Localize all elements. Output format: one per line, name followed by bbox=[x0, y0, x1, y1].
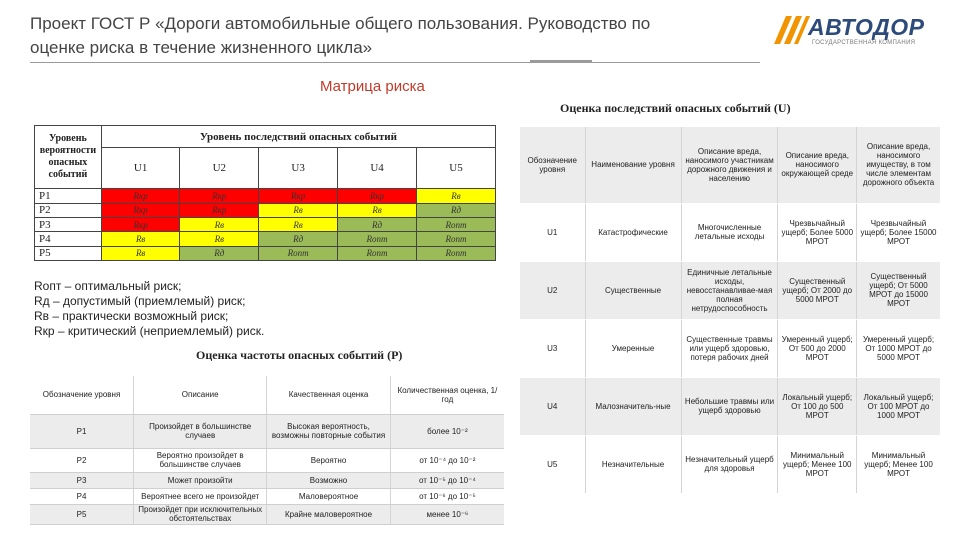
u-cell: U2 bbox=[520, 261, 585, 319]
p-header-cell: Количественная оценка, 1/год bbox=[390, 376, 504, 414]
u-cell: Минимальный ущерб; Менее 100 МРОТ bbox=[778, 435, 857, 493]
u-cell: U4 bbox=[520, 377, 585, 435]
u-cell: U5 bbox=[520, 435, 585, 493]
u-cell: Умеренный ущерб; От 500 до 2000 МРОТ bbox=[778, 319, 857, 377]
p-cell: Произойдет при исключительных обстоятельствах bbox=[134, 504, 267, 524]
u-cell: Незначительный ущерб для здоровья bbox=[681, 435, 778, 493]
matrix-cell: Rопт bbox=[338, 232, 417, 246]
u-cell: Существенный ущерб; От 5000 МРОТ до 15000 МРОТ bbox=[857, 261, 940, 319]
matrix-row-label: P1 bbox=[35, 189, 102, 203]
matrix-row bbox=[35, 203, 496, 217]
p-cell: Может произойти bbox=[134, 472, 267, 488]
u-cell: Существенные травмы или ущерб здоровью, потеря рабочих дней bbox=[681, 319, 778, 377]
p-header-cell: Описание bbox=[134, 376, 267, 414]
u-header-cell: Описание вреда, наносимого участникам дорожного движения и населению bbox=[681, 127, 778, 203]
matrix-cell: Rопт bbox=[417, 218, 496, 232]
p-row bbox=[30, 504, 504, 524]
p-section-title: Оценка частоты опасных событий (P) bbox=[196, 348, 403, 362]
p-cell: более 10⁻² bbox=[390, 414, 504, 448]
matrix-col-header: U2 bbox=[180, 148, 259, 189]
p-row bbox=[30, 488, 504, 504]
u-header-cell: Описание вреда, наносимого имуществу, в том числе элементам дорожного объекта bbox=[857, 127, 940, 203]
u-cell: Существенный ущерб; От 2000 до 5000 МРОТ bbox=[778, 261, 857, 319]
p-cell: менее 10⁻⁶ bbox=[390, 504, 504, 524]
matrix-cell: Rв bbox=[180, 232, 259, 246]
matrix-row bbox=[35, 189, 496, 203]
legend-item: Rкр – критический (неприемлемый) риск. bbox=[34, 324, 265, 338]
matrix-cell: Rкр bbox=[259, 189, 338, 203]
p-cell: от 10⁻⁶ до 10⁻⁵ bbox=[390, 488, 504, 504]
u-row bbox=[520, 377, 940, 435]
u-cell: Существенные bbox=[585, 261, 681, 319]
u-cell: Небольшие травмы или ущерб здоровью bbox=[681, 377, 778, 435]
u-header-cell: Обозначение уровня bbox=[520, 127, 585, 203]
u-cell: Минимальный ущерб; Менее 100 МРОТ bbox=[857, 435, 940, 493]
matrix-cell: Rв bbox=[101, 232, 180, 246]
u-header-cell: Наименование уровня bbox=[585, 127, 681, 203]
matrix-cell: Rопт bbox=[417, 232, 496, 246]
matrix-cell: Rв bbox=[417, 189, 496, 203]
matrix-cell: Rопт bbox=[417, 246, 496, 260]
legend-item: Rв – практически возможный риск; bbox=[34, 309, 229, 323]
u-cell: Умеренные bbox=[585, 319, 681, 377]
p-cell: от 10⁻⁵ до 10⁻⁴ bbox=[390, 472, 504, 488]
p-row bbox=[30, 414, 504, 448]
u-row bbox=[520, 261, 940, 319]
matrix-cell: Rд bbox=[417, 203, 496, 217]
p-cell: Произойдет в большинстве случаев bbox=[134, 414, 267, 448]
title-divider bbox=[30, 62, 760, 63]
matrix-cell: Rкр bbox=[180, 189, 259, 203]
legend-item: Rд – допустимый (приемлемый) риск; bbox=[34, 294, 246, 308]
u-cell: Катастрофические bbox=[585, 203, 681, 261]
matrix-cell: Rв bbox=[180, 218, 259, 232]
matrix-cell: Rд bbox=[338, 218, 417, 232]
matrix-cell: Rкр bbox=[101, 218, 180, 232]
u-header-row bbox=[520, 127, 940, 203]
p-cell: Вероятно bbox=[267, 448, 391, 472]
u-cell: Единичные летальные исходы, невосстанавливае-мая полная нетрудоспособность bbox=[681, 261, 778, 319]
p-cell: Возможно bbox=[267, 472, 391, 488]
matrix-cell: Rопт bbox=[338, 246, 417, 260]
p-cell: Маловероятное bbox=[267, 488, 391, 504]
consequence-table bbox=[520, 127, 940, 494]
p-cell: Крайне маловероятное bbox=[267, 504, 391, 524]
matrix-row-label: P4 bbox=[35, 232, 102, 246]
matrix-col-header: U1 bbox=[101, 148, 180, 189]
matrix-corner-label: Уровень вероятности опасных событий bbox=[35, 126, 102, 189]
u-cell: Локальный ущерб; От 100 МРОТ до 1000 МРОТ bbox=[857, 377, 940, 435]
section-heading: Матрица риска bbox=[320, 78, 425, 95]
p-cell: Вероятно произойдет в большинстве случаев bbox=[134, 448, 267, 472]
u-cell: Незначительные bbox=[585, 435, 681, 493]
u-cell: Малозначитель-ные bbox=[585, 377, 681, 435]
title-divider-accent bbox=[530, 60, 592, 63]
matrix-cell: Rкр bbox=[101, 189, 180, 203]
matrix-row bbox=[35, 246, 496, 260]
matrix-top-label: Уровень последствий опасных событий bbox=[101, 126, 495, 148]
matrix-row-label: P3 bbox=[35, 218, 102, 232]
matrix-cell: Rкр bbox=[180, 203, 259, 217]
u-cell: Многочисленные летальные исходы bbox=[681, 203, 778, 261]
u-header-cell: Описание вреда, наносимого окружающей среде bbox=[778, 127, 857, 203]
logo-subtitle: ГОСУДАРСТВЕННАЯ КОМПАНИЯ bbox=[812, 40, 916, 46]
u-cell: U1 bbox=[520, 203, 585, 261]
p-cell: Вероятнее всего не произойдет bbox=[134, 488, 267, 504]
matrix-col-header: U3 bbox=[259, 148, 338, 189]
p-header-row bbox=[30, 376, 504, 414]
u-row bbox=[520, 435, 940, 493]
p-cell: Высокая вероятность, возможны повторные события bbox=[267, 414, 391, 448]
p-cell: P4 bbox=[30, 488, 134, 504]
matrix-cell: Rв bbox=[259, 203, 338, 217]
p-cell: P3 bbox=[30, 472, 134, 488]
slide-title: Проект ГОСТ Р «Дороги автомобильные общего пользования. Руководство по оценке риска в течение жизненного цикла» bbox=[30, 14, 651, 57]
probability-table bbox=[30, 376, 504, 525]
matrix-row-label: P5 bbox=[35, 246, 102, 260]
p-header-cell: Качественная оценка bbox=[267, 376, 391, 414]
matrix-col-header: U4 bbox=[338, 148, 417, 189]
matrix-cell: Rв bbox=[259, 218, 338, 232]
p-cell: P2 bbox=[30, 448, 134, 472]
p-row bbox=[30, 472, 504, 488]
u-row bbox=[520, 203, 940, 261]
u-cell: Умеренный ущерб; От 1000 МРОТ до 5000 МРОТ bbox=[857, 319, 940, 377]
matrix-col-header: U5 bbox=[417, 148, 496, 189]
risk-legend bbox=[34, 279, 264, 339]
p-cell: P1 bbox=[30, 414, 134, 448]
p-cell: от 10⁻⁴ до 10⁻² bbox=[390, 448, 504, 472]
u-cell: Чрезвычайный ущерб; Более 5000 МРОТ bbox=[778, 203, 857, 261]
matrix-cell: Rопт bbox=[259, 246, 338, 260]
p-cell: P5 bbox=[30, 504, 134, 524]
p-row bbox=[30, 448, 504, 472]
risk-matrix bbox=[34, 125, 496, 261]
u-cell: Чрезвычайный ущерб; Более 15000 МРОТ bbox=[857, 203, 940, 261]
u-section-title: Оценка последствий опасных событий (U) bbox=[560, 101, 791, 115]
u-cell: Локальный ущерб; От 100 до 500 МРОТ bbox=[778, 377, 857, 435]
logo-wordmark: АВТОДОР bbox=[808, 14, 925, 40]
matrix-cell: Rд bbox=[180, 246, 259, 260]
matrix-cell: Rкр bbox=[101, 203, 180, 217]
matrix-cell: Rд bbox=[259, 232, 338, 246]
matrix-cell: Rв bbox=[338, 203, 417, 217]
matrix-row bbox=[35, 232, 496, 246]
matrix-cell: Rв bbox=[101, 246, 180, 260]
legend-item: Rопт – оптимальный риск; bbox=[34, 279, 182, 293]
p-header-cell: Обозначение уровня bbox=[30, 376, 134, 414]
matrix-column-headers bbox=[35, 148, 496, 189]
matrix-cell: Rкр bbox=[338, 189, 417, 203]
u-cell: U3 bbox=[520, 319, 585, 377]
matrix-row bbox=[35, 218, 496, 232]
u-row bbox=[520, 319, 940, 377]
matrix-row-label: P2 bbox=[35, 203, 102, 217]
